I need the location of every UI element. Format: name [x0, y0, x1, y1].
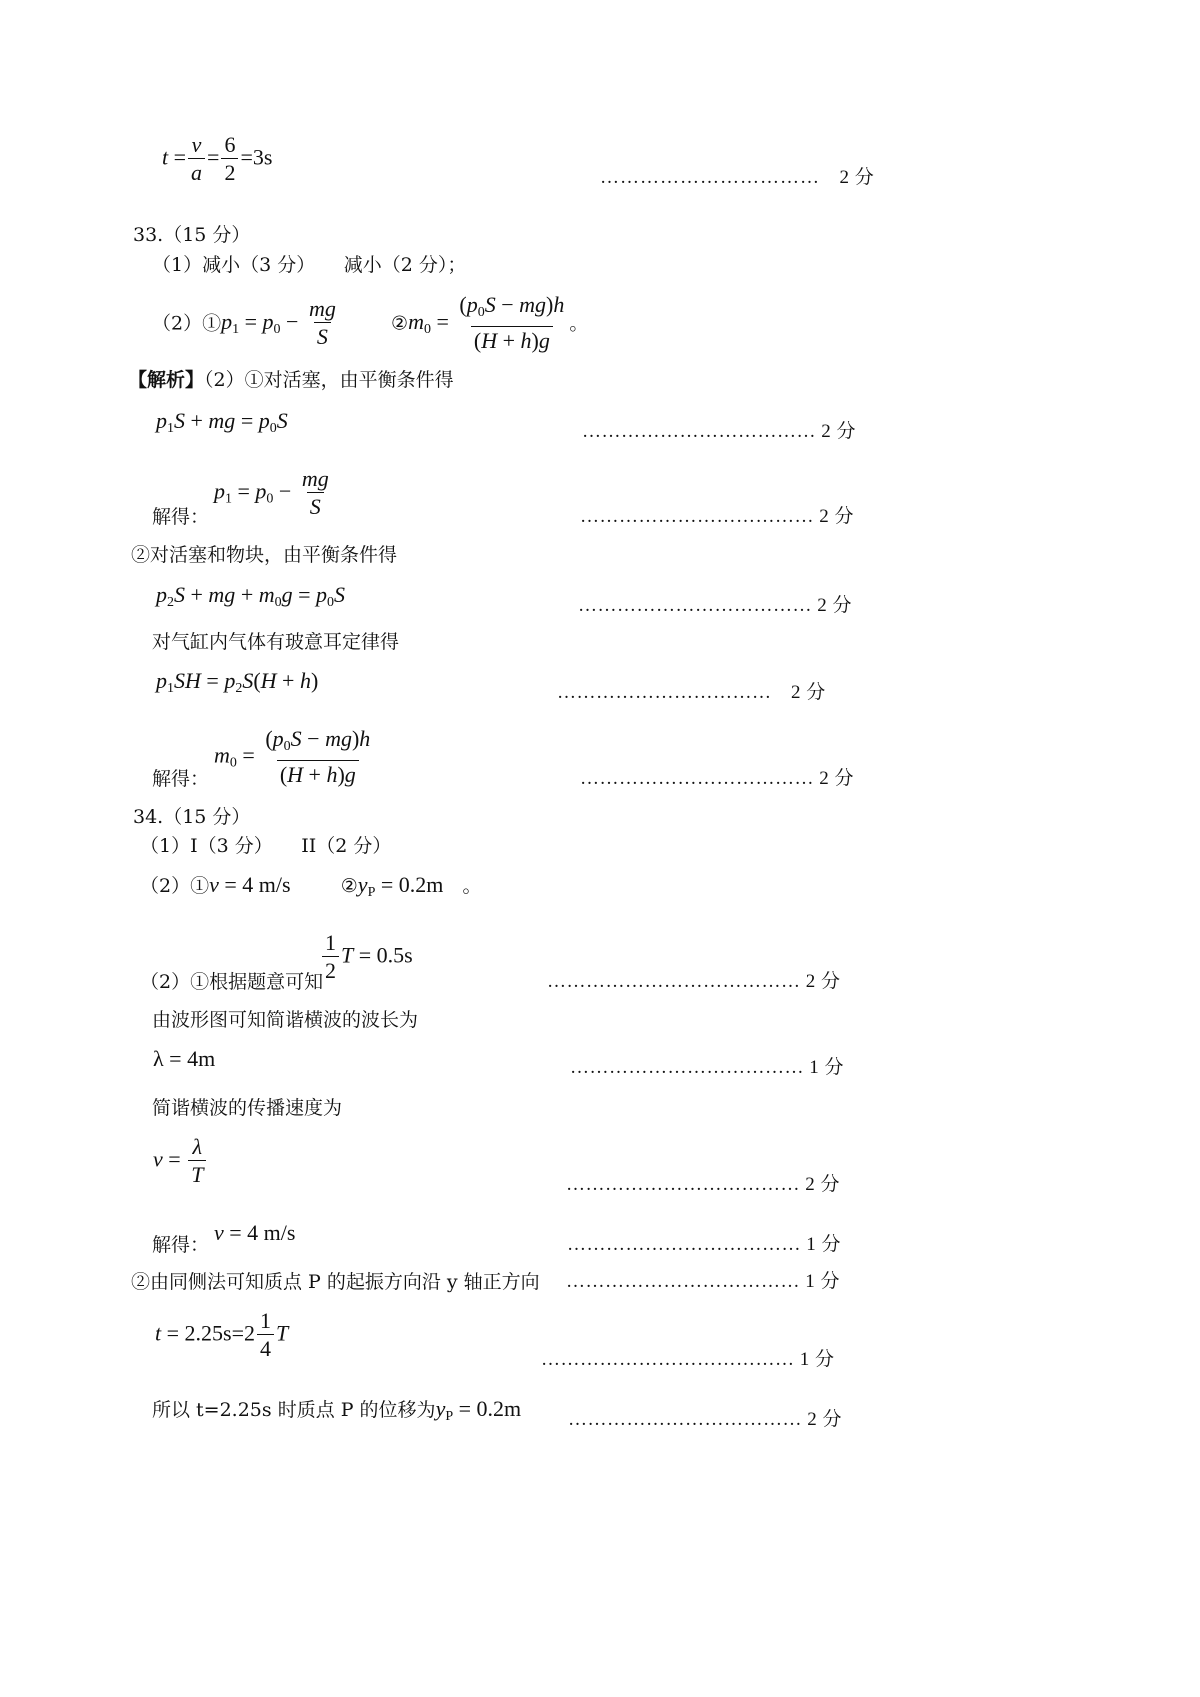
score-33-5: ……………………………… 2 分: [580, 768, 855, 789]
score-34-3: ……………………………… 2 分: [566, 1174, 841, 1195]
score-34-7: ……………………………… 2 分: [568, 1409, 843, 1430]
score-34-1: ………………………………… 2 分: [547, 971, 841, 992]
eq-t-225: t = 2.25s=2 $\frac{1}{4}$ T: [155, 1308, 289, 1361]
q34-part2-answers: （2）①v = 4 m/s $②y_P = 0.2m$ 。: [140, 872, 482, 900]
eq-p1S-mg: $p_1S$ + mg = $p_0S$: [156, 408, 288, 436]
eq-v-result: v = 4 m/s: [214, 1220, 296, 1245]
score-33-3: ……………………………… 2 分: [578, 595, 853, 616]
q34-direction: ②由同侧法可知质点 P 的起振方向沿 y 轴正方向: [131, 1271, 540, 1293]
formula-t-va: t = $\frac{v}{a}$ = $\frac{6}{2}$ =3s: [162, 132, 273, 185]
q34-part1: （1）I（3 分） II（2 分）: [140, 835, 392, 857]
score-top: …………………………… 2 分: [600, 167, 875, 188]
q33-header: 33.（15 分）: [133, 224, 251, 246]
score-33-4: …………………………… 2 分: [557, 682, 826, 703]
solve-label-1: 解得：: [152, 506, 210, 528]
q34-header: 34.（15 分）: [133, 806, 251, 828]
eq-boyle: $p_1SH = p_2S(H + h)$: [156, 668, 319, 696]
q33-part2-answers: $(2)①p_1 = p_0$ − $\frac{mg}{S}$ $②m_0$ = $\frac{(p_0S - mg)h}{(H + h)g}$ 。: [152, 292, 589, 353]
q33-boyle: 对气缸内气体有玻意耳定律得: [152, 631, 400, 653]
q33-step2: ②对活塞和物块，由平衡条件得: [131, 544, 398, 566]
q34-step1: （2）①根据题意可知: [140, 971, 324, 993]
solve-label-3: 解得：: [152, 1234, 210, 1256]
solve-label-2: 解得：: [152, 768, 210, 790]
eq-p2S: $p_2S$ + mg + $m_0g = p_0S$: [156, 582, 346, 610]
score-34-4: ……………………………… 1 分: [567, 1234, 842, 1255]
q33-part1: （1）减小（3 分） 减小（2 分）；: [152, 254, 467, 276]
score-34-5: ……………………………… 1 分: [566, 1271, 841, 1292]
score-33-1: ……………………………… 2 分: [582, 421, 857, 442]
eq-m0-result: $m_0$ = $\frac{(p_0S - mg)h}{(H + h)g}$: [214, 726, 371, 787]
q34-final: 所以 t=2.25s 时质点 P 的位移为$y_P = 0.2m$: [152, 1396, 522, 1424]
eq-lambda: λ = 4m: [153, 1046, 216, 1071]
q33-analysis: 【解析】（2）①对活塞，由平衡条件得: [128, 369, 454, 391]
q34-wavelength-text: 由波形图可知简谐横波的波长为: [152, 1009, 419, 1031]
eq-half-T: $\frac{1}{2}$ T = 0.5s: [320, 930, 413, 985]
score-33-2: ……………………………… 2 分: [580, 506, 855, 527]
eq-p1-result: $p_1 = p_0$ − $\frac{mg}{S}$: [214, 466, 329, 519]
q34-speed-text: 简谐横波的传播速度为: [152, 1097, 343, 1119]
eq-v-lambda-T: v = $\frac{\lambda}{T}$: [153, 1134, 208, 1189]
score-34-6: ………………………………… 1 分: [541, 1349, 835, 1370]
score-34-2: ……………………………… 1 分: [570, 1057, 845, 1078]
